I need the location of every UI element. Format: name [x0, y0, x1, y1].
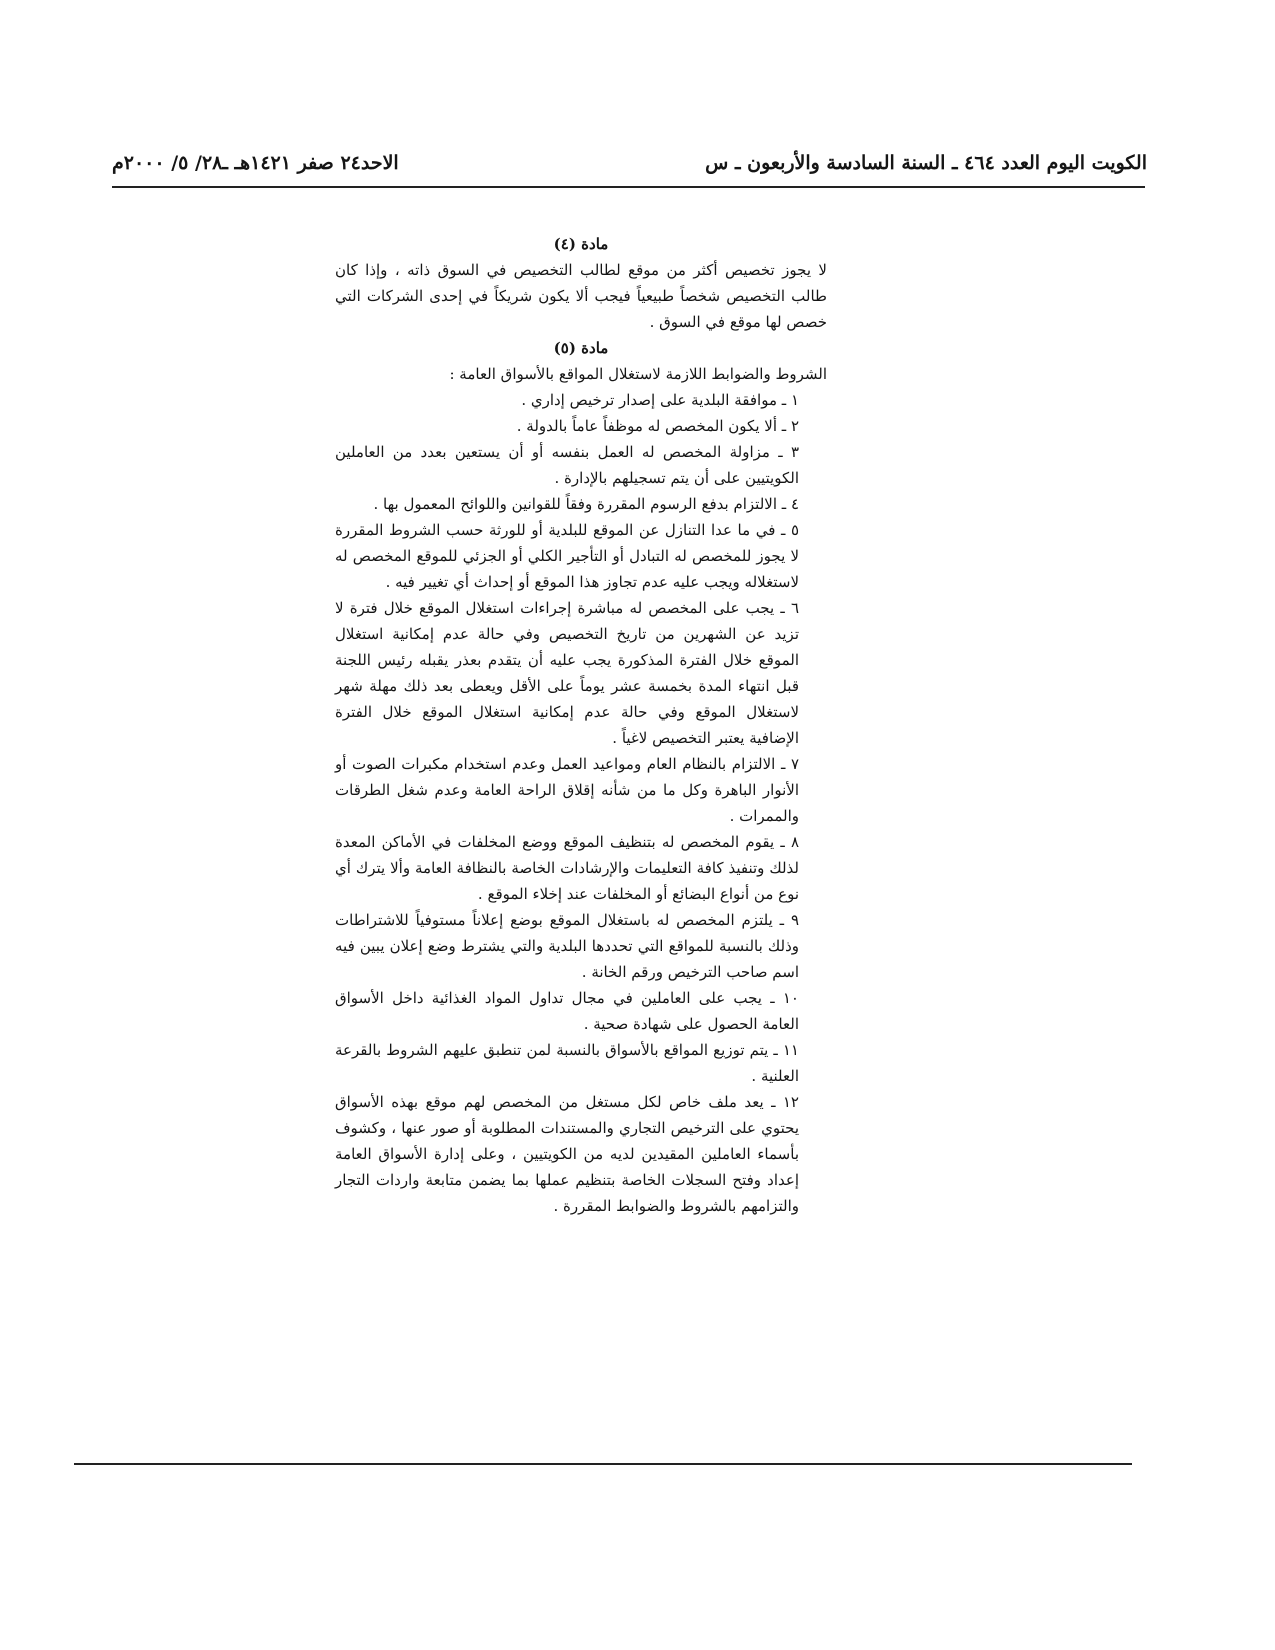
article-5-item-10: ١٠ ـ يجب على العاملين في مجال تداول المواد الغذائية داخل الأسواق العامة الحصول على شهادة صحية . — [335, 989, 799, 1033]
article-5-intro: الشروط والضوابط اللازمة لاستغلال المواقع بالأسواق العامة : — [449, 365, 827, 383]
article-5-item-11: ١١ ـ يتم توزيع المواقع بالأسواق بالنسبة لمن تنطبق عليهم الشروط بالقرعة العلنية . — [335, 1041, 799, 1085]
issue-line: الكويت اليوم العدد ٤٦٤ ـ السنة السادسة والأربعون ـ س — [705, 152, 1147, 174]
article-5-item-1: ١ ـ موافقة البلدية على إصدار ترخيص إداري . — [521, 391, 799, 409]
article-5-item-8: ٨ ـ يقوم المخصص له بتنظيف الموقع ووضع المخلفات في الأماكن المعدة لذلك وتنفيذ كافة التعليمات والإرشادات الخاصة بالنظافة العامة وألا يترك أي نوع من أنواع البضائع أو المخلفات عند إخلاء الموقع . — [335, 833, 799, 903]
article-5-item-12: ١٢ ـ يعد ملف خاص لكل مستغل من المخصص لهم موقع بهذه الأسواق يحتوي على الترخيص التجاري والمستندات المطلوبة أو صور عنها ، وكشوف بأسماء العاملين المقيدين لديه من الكويتيين ، وعلى إدارة الأسواق العامة إعداد وفتح السجلات الخاصة بتنظيم عملها بما يضمن متابعة واردات التجار والتزامهم بالشروط والضوابط المقررة . — [335, 1093, 799, 1215]
article-4-text: لا يجوز تخصيص أكثر من موقع لطالب التخصيص في السوق ذاته ، وإذا كان طالب التخصيص شخصاً طبيعياً فيجب ألا يكون شريكاً في إحدى الشركات التي خصص لها موقع في السوق . — [335, 261, 827, 331]
article-5-item-7: ٧ ـ الالتزام بالنظام العام ومواعيد العمل وعدم استخدام مكبرات الصوت أو الأنوار الباهرة وكل ما من شأنه إقلاق الراحة العامة وعدم شغل الطرقات والممرات . — [335, 755, 799, 825]
footer-divider — [74, 1463, 1132, 1465]
article-5-item-2: ٢ ـ ألا يكون المخصص له موظفاً عاماً بالدولة . — [516, 417, 799, 435]
article-4-title: مادة (٤) — [553, 235, 609, 253]
article-5-item-3: ٣ ـ مزاولة المخصص له العمل بنفسه أو أن يستعين بعدد من العاملين الكويتيين على أن يتم تسجيلهم بالإدارة . — [335, 443, 799, 487]
document-body — [335, 231, 827, 1219]
article-5-title: مادة (٥) — [553, 339, 609, 357]
header-divider — [112, 186, 1145, 188]
article-5-item-4: ٤ ـ الالتزام بدفع الرسوم المقررة وفقاً للقوانين واللوائح المعمول بها . — [373, 495, 799, 513]
date-line: الاحد٢٤ صفر ١٤٢١هـ ـ٢٨/ ٥/ ٢٠٠٠م — [112, 152, 399, 174]
page-header — [112, 152, 1147, 182]
article-5-item-9: ٩ ـ يلتزم المخصص له باستغلال الموقع بوضع إعلاناً مستوفياً للاشتراطات وذلك بالنسبة للمواقع التي تحددها البلدية والتي يشترط وضع إعلان يبين فيه اسم صاحب الترخيص ورقم الخانة . — [335, 911, 799, 981]
article-5-item-5: ٥ ـ في ما عدا التنازل عن الموقع للبلدية أو للورثة حسب الشروط المقررة لا يجوز للمخصص له التبادل أو التأجير الكلي أو الجزئي للموقع المخصص له لاستغلاله ويجب عليه عدم تجاوز هذا الموقع أو إحداث أي تغيير فيه . — [335, 521, 799, 591]
article-5-item-6: ٦ ـ يجب على المخصص له مباشرة إجراءات استغلال الموقع خلال فترة لا تزيد عن الشهرين من تاريخ التخصيص وفي حالة عدم إمكانية استغلال الموقع خلال الفترة المذكورة يجب عليه أن يتقدم بعذر يقبله رئيس اللجنة قبل انتهاء المدة بخمسة عشر يوماً على الأقل ويعطى بعد ذلك مهلة شهر لاستغلال الموقع وفي حالة عدم إمكانية استغلال الموقع خلال الفترة الإضافية يعتبر التخصيص لاغياً . — [335, 599, 799, 747]
